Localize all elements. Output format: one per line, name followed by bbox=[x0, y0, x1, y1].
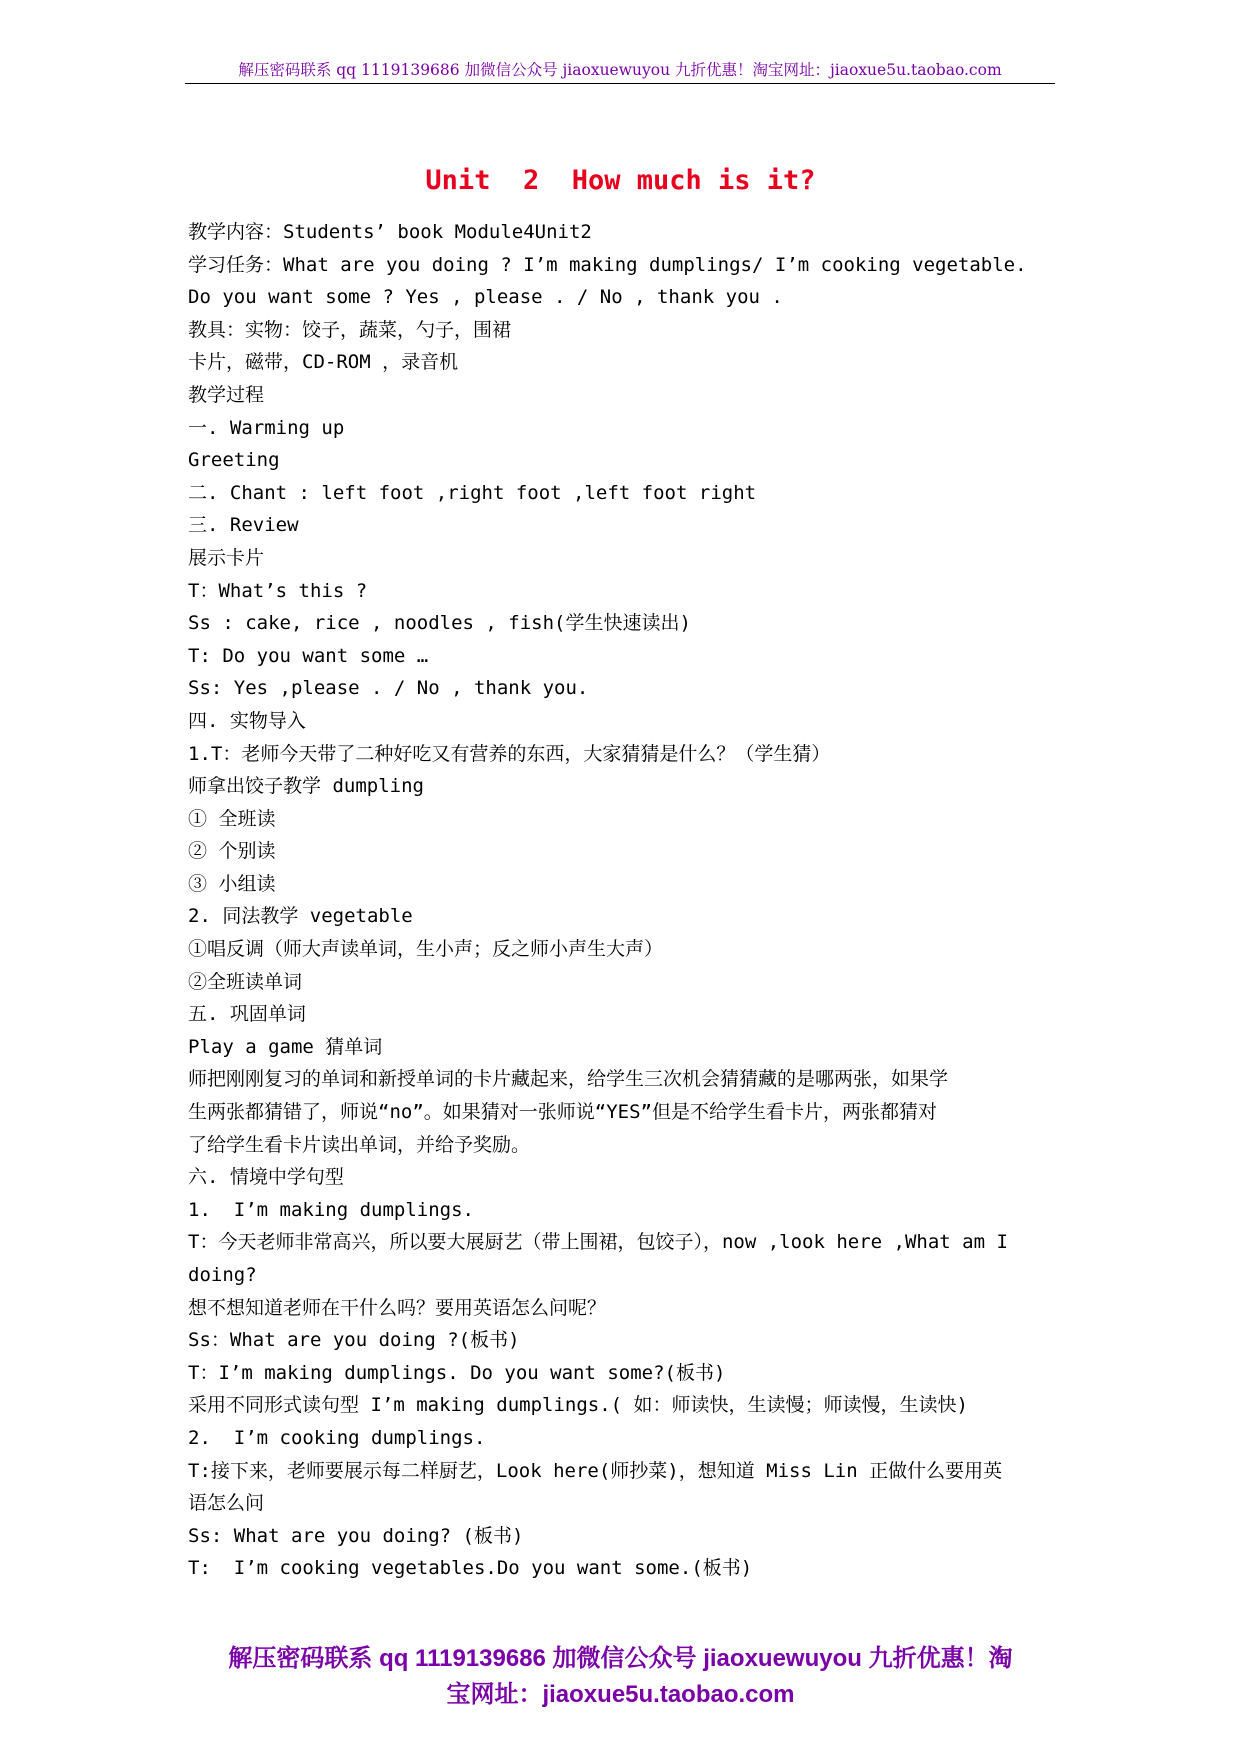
body-line: 2. 同法教学 vegetable bbox=[188, 905, 413, 928]
body-line: 三. Review bbox=[188, 514, 299, 537]
body-line: 2. I’m cooking dumplings. bbox=[188, 1426, 486, 1449]
footer-line-2: 宝网址：jiaoxue5u.taobao.com bbox=[446, 1681, 795, 1708]
body-line: ② 个别读 bbox=[188, 840, 276, 863]
body-line: T：今天老师非常高兴，所以要大展厨艺（带上围裙，包饺子），now ,look here ,What am I bbox=[188, 1231, 1008, 1254]
body-line: 师拿出饺子教学 dumpling bbox=[188, 775, 424, 798]
body-line: 教学内容：Students’ book Module4Unit2 bbox=[188, 221, 592, 243]
body-line: 五. 巩固单词 bbox=[188, 1003, 306, 1026]
body-line: 教具：实物：饺子，蔬菜，勺子，围裙 bbox=[188, 318, 512, 341]
body-line: 教学过程 bbox=[188, 383, 265, 406]
body-line: Ss: Yes ,please . / No , thank you. bbox=[188, 677, 589, 700]
body-line: 一. Warming up bbox=[188, 416, 345, 439]
body-line: 想不想知道老师在干什么吗？要用英语怎么问呢？ bbox=[188, 1296, 607, 1319]
body-line: 师把刚刚复习的单词和新授单词的卡片藏起来，给学生三次机会猜猜藏的是哪两张，如果学 bbox=[188, 1068, 949, 1091]
body-line: Ss : cake, rice , noodles , fish(学生快速读出) bbox=[188, 612, 691, 635]
body-line: Ss: What are you doing? (板书) bbox=[188, 1524, 524, 1547]
body-line: ③ 小组读 bbox=[188, 872, 276, 895]
body-line: ①唱反调（师大声读单词，生小声；反之师小声生大声） bbox=[188, 938, 664, 961]
header-divider bbox=[185, 83, 1055, 84]
body-line: T:接下来，老师要展示每二样厨艺，Look here(师抄菜)，想知道 Miss Lin 正做什么要用英 bbox=[188, 1459, 1003, 1482]
body-line: doing? bbox=[188, 1264, 257, 1286]
body-line: 1. I’m making dumplings. bbox=[188, 1198, 474, 1221]
page-header: 解压密码联系 qq 1119139686 加微信公众号 jiaoxuewuyou 九折优惠！淘宝网址：jiaoxue5u.taobao.com bbox=[238, 61, 1002, 79]
body-line: Ss：What are you doing ?(板书) bbox=[188, 1329, 520, 1352]
body-line: 六. 情境中学句型 bbox=[188, 1166, 344, 1189]
body-line: T：I’m making dumplings. Do you want some?(板书) bbox=[188, 1361, 726, 1384]
footer-line-1: 解压密码联系 qq 1119139686 加微信公众号 jiaoxuewuyou 九折优惠！淘 bbox=[228, 1645, 1013, 1672]
body-line: 学习任务：What are you doing ? I’m making dumplings/ I’m cooking vegetable. bbox=[188, 253, 1027, 276]
body-line: Play a game 猜单词 bbox=[188, 1035, 383, 1058]
body-line: 生两张都猜错了，师说“no”。如果猜对一张师说“YES”但是不给学生看卡片，两张都猜对 bbox=[188, 1101, 937, 1124]
body-line: Greeting bbox=[188, 449, 280, 472]
body-line: 1.T：老师今天带了二种好吃又有营养的东西，大家猜猜是什么？（学生猜） bbox=[188, 742, 831, 765]
body-line: T: I’m cooking vegetables.Do you want some.(板书) bbox=[188, 1557, 753, 1580]
body-line: 语怎么问 bbox=[188, 1492, 265, 1515]
document-body bbox=[188, 216, 1088, 1585]
body-line: ① 全班读 bbox=[188, 807, 276, 830]
body-line: 卡片，磁带，CD-ROM ，录音机 bbox=[188, 351, 459, 374]
body-line: 了给学生看卡片读出单词，并给予奖励。 bbox=[188, 1133, 531, 1156]
body-line: Do you want some ? Yes , please . / No , thank you . bbox=[188, 286, 783, 309]
page-footer bbox=[0, 1641, 1241, 1713]
body-line: 展示卡片 bbox=[188, 546, 265, 569]
body-line: 四. 实物导入 bbox=[188, 709, 306, 732]
document-title: Unit 2 How much is it? bbox=[425, 165, 816, 196]
body-line: T：What’s this ? bbox=[188, 579, 368, 602]
body-line: 采用不同形式读句型 I’m making dumplings.( 如：师读快，生读慢；师读慢，生读快) bbox=[188, 1394, 968, 1417]
body-line: T: Do you want some … bbox=[188, 644, 429, 667]
body-line: 二. Chant : left foot ,right foot ,left foot right bbox=[188, 481, 757, 504]
body-line: ②全班读单词 bbox=[188, 970, 303, 993]
